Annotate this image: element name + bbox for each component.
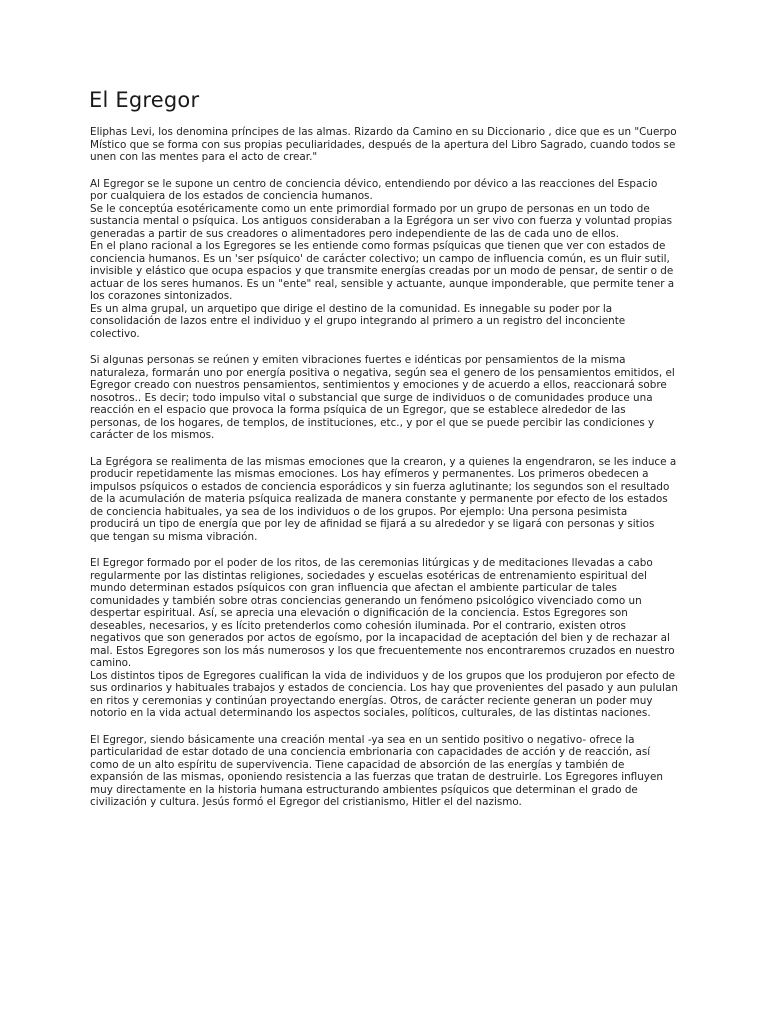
document-title: El Egregor bbox=[89, 88, 200, 112]
paragraph-line: de la acumulación de materia psíquica realizada de manera constante y permanente por efecto de los estados bbox=[90, 493, 668, 505]
paragraph-line: unen con las mentes para el acto de crear." bbox=[90, 151, 318, 163]
paragraph bbox=[90, 354, 680, 442]
paragraph-line: despertar espiritual. Así, se aprecia una elevación o dignificación de la conciencia. Estos Egregores son bbox=[90, 607, 628, 619]
paragraph-line: de conciencia habituales, ya sea de los individuos o de los grupos. Por ejemplo: Una persona pesimista bbox=[90, 505, 628, 518]
paragraph-line: El Egregor formado por el poder de los ritos, de las ceremonias litúrgicas y de meditaciones llevadas a cabo bbox=[90, 557, 653, 569]
paragraph-line: reacción en el espacio que provoca la forma psíquica de un Egregor, que se establece alrededor de las bbox=[90, 404, 626, 416]
paragraph-line: invisible y elástico que ocupa espacios y que transmite energías creadas por un modo de pensar, de sentir o de bbox=[90, 265, 674, 277]
paragraph-line: particularidad de estar dotado de una conciencia embrionaria con capacidades de acción y de reacción, así bbox=[90, 746, 651, 758]
paragraph-line: camino. bbox=[90, 657, 132, 669]
paragraph-line: notorio en la vida actual determinando los aspectos sociales, políticos, culturales, de las distintas naciones. bbox=[90, 707, 651, 719]
paragraph-line: La Egrégora se realimenta de las mismas emociones que la crearon, y a quienes la engendraron, se les induce a bbox=[90, 455, 677, 468]
paragraph-line: Si algunas personas se reúnen y emiten vibraciones fuertes e idénticas por pensamientos de la misma bbox=[90, 354, 626, 366]
paragraph-line: Egregor creado con nuestros pensamientos, sentimientos y emociones y de acuerdo a ellos, reaccionará sobre bbox=[90, 379, 667, 391]
paragraph bbox=[90, 456, 680, 544]
paragraph-line: mal. Estos Egregores son los más numerosos y los que frecuentemente nos encontraremos cruzados en nuestro bbox=[90, 644, 675, 657]
paragraph bbox=[90, 178, 680, 341]
paragraph-line: generadas a partir de sus creadores o alimentadores pero independiente de las de cada uno de ellos. bbox=[90, 227, 620, 240]
paragraph-line: personas, de los hogares, de templos, de instituciones, etc., y por el que se puede percibir las condiciones y bbox=[90, 416, 655, 429]
paragraph-line: comunidades y también sobre otras conciencias generando un fenómeno psicológico vivenciado como un bbox=[90, 594, 642, 607]
paragraph-line: en ritos y ceremonias y continúan proyectando energías. Otros, de carácter reciente generan un poder muy bbox=[90, 694, 653, 707]
paragraph-line: expansión de las mismas, oponiendo resistencia a las fuerzas que tratan de destruirle. Los Egregores influyen bbox=[90, 771, 663, 783]
paragraph bbox=[90, 734, 680, 809]
paragraph-line: Eliphas Levi, los denomina príncipes de las almas. Rizardo da Camino en su Diccionario , dice que es un "Cuerpo bbox=[90, 126, 677, 138]
paragraph-line: Es un alma grupal, un arquetipo que dirige el destino de la comunidad. Es innegable su poder por la bbox=[90, 302, 613, 315]
paragraph-line: nosotros.. Es decir; todo impulso vital o substancial que surge de individuos o de comunidades produce una bbox=[90, 391, 653, 404]
paragraph-line: actuar de los seres humanos. Es un "ente" real, sensible y actuante, aunque imponderable, que permite tener a bbox=[90, 277, 675, 290]
paragraph-line: negativos que son generados por actos de egoísmo, por la incapacidad de aceptación del bien y de rechazar al bbox=[90, 632, 670, 644]
paragraph-line: como de un alto espíritu de supervivencia. Tiene capacidad de absorción de las energías y también de bbox=[90, 758, 625, 771]
paragraph-line: muy directamente en la historia humana estructurando ambientes psíquicos que determinan el grado de bbox=[90, 783, 638, 796]
paragraph bbox=[90, 126, 680, 164]
paragraph-line: deseables, necesarios, y es lícito pretenderlos como cohesión iluminada. Por el contrario, existen otros bbox=[90, 619, 626, 632]
paragraph-line: conciencia humanos. Es un 'ser psíquico' de carácter colectivo; un campo de influencia común, es un fluir sutil, bbox=[90, 252, 670, 265]
paragraph-line: consolidación de lazos entre el individuo y el grupo integrando al primero a un registro del inconciente bbox=[90, 315, 626, 327]
paragraph-line: colectivo. bbox=[90, 327, 140, 340]
paragraph-line: En el plano racional a los Egregores se les entiende como formas psíquicas que tienen que ver con estados de bbox=[90, 240, 666, 252]
paragraph-line: que tengan su misma vibración. bbox=[90, 530, 258, 543]
paragraph-line: Místico que se forma con sus propias peculiaridades, después de la apertura del Libro Sagrado, cuando todos se bbox=[90, 138, 676, 151]
paragraph-line: impulsos psíquicos o estados de conciencia esporádicos y sin fuerza aglutinante; los segundos son el resultado bbox=[90, 480, 670, 493]
paragraph-line: El Egregor, siendo básicamente una creación mental -ya sea en un sentido positivo o negativo- ofrece la bbox=[90, 733, 635, 746]
paragraph-line: carácter de los mismos. bbox=[90, 429, 215, 441]
paragraph-line: Se le conceptúa esotéricamente como un ente primordial formado por un grupo de personas en un todo de bbox=[90, 202, 650, 215]
paragraph-line: regularmente por las distintas religiones, sociedades y escuelas esotéricas de entrenamiento espiritual del bbox=[90, 569, 647, 582]
paragraph-line: los corazones sintonizados. bbox=[90, 290, 233, 302]
paragraph-line: sus ordinarios y habituales trabajos y estados de conciencia. Los hay que provenientes del pasado y aun pululan bbox=[90, 682, 678, 694]
paragraph-line: Los distintos tipos de Egregores cualifican la vida de individuos y de los grupos que los produjeron por efecto de bbox=[90, 669, 676, 682]
paragraph-line: civilización y cultura. Jesús formó el Egregor del cristianismo, Hitler el del nazismo. bbox=[90, 796, 522, 808]
paragraph-line: sustancia mental o psíquica. Los antiguos consideraban a la Egrégora un ser vivo con fuerza y voluntad propias bbox=[90, 215, 673, 227]
paragraph bbox=[90, 557, 680, 720]
paragraph-line: producirá un tipo de energía que por ley de afinidad se fijará a su alrededor y se ligará con personas y sitios bbox=[90, 518, 655, 530]
paragraph-line: por cualquiera de los estados de conciencia humanos. bbox=[90, 190, 373, 202]
document-body bbox=[90, 126, 680, 823]
paragraph-line: mundo determinan estados psíquicos con gran influencia que afectan el ambiente particular de tales bbox=[90, 582, 617, 594]
paragraph-line: producir repetidamente las mismas emociones. Los hay efímeros y permanentes. Los primeros obedecen a bbox=[90, 468, 649, 480]
paragraph-line: naturaleza, formarán uno por energía positiva o negativa, según sea el genero de los pensamientos emitidos, el bbox=[90, 366, 675, 379]
paragraph-line: Al Egregor se le supone un centro de conciencia dévico, entendiendo por dévico a las reacciones del Espacio bbox=[90, 177, 658, 190]
